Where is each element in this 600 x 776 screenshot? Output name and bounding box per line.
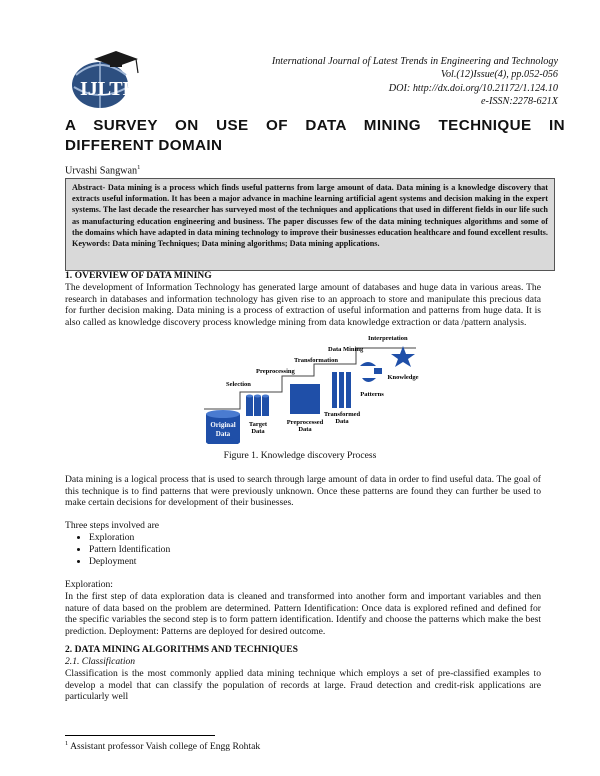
steps-intro [65, 520, 159, 532]
title-line-2: DIFFERENT DOMAIN [65, 137, 223, 154]
list-item: • Deployment [89, 556, 170, 568]
preprocessed-data-block [287, 384, 324, 433]
section-2-paragraph [65, 668, 541, 703]
kdd-figure [196, 334, 426, 444]
section-2-1-subheading: 2.1. Classification [65, 656, 136, 667]
journal-doi[interactable]: DOI: http://dx.doi.org/10.21172/1.124.10 [388, 82, 558, 94]
list-item: • Exploration [89, 532, 170, 544]
label-transformed-data-2: Data [335, 418, 349, 425]
section-1-paragraph [65, 282, 541, 328]
label-interpretation: Interpretation [368, 335, 408, 342]
abstract-box [65, 178, 555, 271]
body-paragraph-2 [65, 474, 541, 509]
steps-list [65, 532, 170, 568]
footnote-text: Assistant professor Vaish college of Engg Rohtak [70, 741, 261, 753]
figure-caption: Figure 1. Knowledge discovery Process [223, 450, 377, 461]
section-1-para-text: The development of Information Technology has generated large amount of databases and huge data in various areas. The research in databases and information technology has given rise to an approach to store and manipulate this precious data for further decision making. Data mining is a process of extraction of useful information and patterns from huge data. It is also called as knowledge discovery process knowledge mining from data knowledge extraction or data /pattern analysis. [65, 282, 541, 328]
body-para-3-text: In the first step of data exploration data is cleaned and transformed into another form and important variables and then nature of data based on the problem are determined. Pattern Identification: Once data is explored refined and defined for the specific variables the second step is to form pattern identification. Identify and choose the patterns which make the best prediction. Deployment: Patterns are deployed for desired outcome. [65, 591, 541, 637]
transformed-data-bars [324, 372, 361, 425]
label-original-data-2: Data [215, 430, 231, 438]
title-line-1: A SURVEY ON USE OF DATA MINING TECHNIQUE IN [65, 117, 565, 134]
journal-volume: Vol.(12)Issue(4), pp.052-056 [440, 69, 558, 81]
label-transformed-data-1: Transformed [323, 411, 361, 418]
journal-logo [66, 45, 158, 110]
list-item: • Pattern Identification [89, 544, 170, 556]
footnote-mark: 1 [65, 740, 69, 747]
steps-intro-text: Three steps involved are [65, 520, 160, 531]
label-preprocessed-data-2: Data [298, 426, 312, 433]
journal-name: International Journal of Latest Trends in Engineering and Technology [271, 56, 558, 67]
footnote-divider [65, 735, 215, 736]
label-transformation: Transformation [294, 357, 338, 364]
journal-header [272, 55, 558, 109]
label-preprocessed-data-1: Preprocessed [286, 419, 324, 426]
section-2-heading: 2. DATA MINING ALGORITHMS AND TECHNIQUES [65, 644, 298, 655]
label-patterns: Patterns [360, 391, 384, 398]
keywords: Keywords: Data mining Techniques; Data mining algorithms; Data mining applications. [72, 239, 380, 249]
author [65, 164, 140, 176]
footnote [65, 740, 260, 752]
exploration-label-text: Exploration: [65, 579, 113, 590]
label-original-data-1: Original [210, 421, 236, 429]
label-target-data-1: Target [248, 421, 268, 428]
label-selection: Selection [226, 381, 251, 388]
target-data-cylinders [246, 395, 269, 436]
exploration-label [65, 579, 113, 591]
section-2-para-text: Classification is the most commonly applied data mining technique which employs a set of pre-classified examples to develop a model that can classify the population of records at large. Fraud detection and credit-risk applications are particularly well [65, 668, 541, 703]
section-1-heading: 1. OVERVIEW OF DATA MINING [65, 270, 212, 281]
knowledge-star [387, 346, 418, 381]
author-name: Urvashi Sangwan [65, 165, 138, 177]
logo-text: IJLTET [80, 78, 150, 100]
author-footnote-mark: 1 [137, 164, 141, 171]
label-data-mining: Data Mining [328, 346, 364, 353]
body-paragraph-3 [65, 591, 541, 637]
original-data-cylinder [206, 410, 240, 444]
paper-title [65, 116, 565, 156]
journal-issn: e-ISSN:2278-621X [481, 96, 558, 108]
label-preprocessing: Preprocessing [256, 368, 295, 375]
abstract-text: Abstract- Data mining is a process which finds useful patterns from large amount of data. Data mining is a knowledge discovery that extracts useful information. It has been a major advance in machine learning artificial agent systems and decision making in the expert systems. The last decade the researcher has surveyed most of the techniques and applications that used in different fields in our life such as manufacturing education engineering and business. The paper discusses few of the data mining techniques algorithms and some of the domains which have adapted in data mining technology to improve their businesses education healthcare and found excellent results. [72, 183, 548, 237]
label-target-data-2: Data [251, 428, 265, 435]
label-knowledge: Knowledge [387, 374, 419, 381]
patterns-shapes [360, 362, 384, 398]
body-para-2-text: Data mining is a logical process that is used to search through large amount of data in order to find useful data. The goal of this technique is to find patterns that were previously unknown. Once these patterns are found they can further be used to make certain decisions for development of their businesses. [65, 474, 541, 509]
